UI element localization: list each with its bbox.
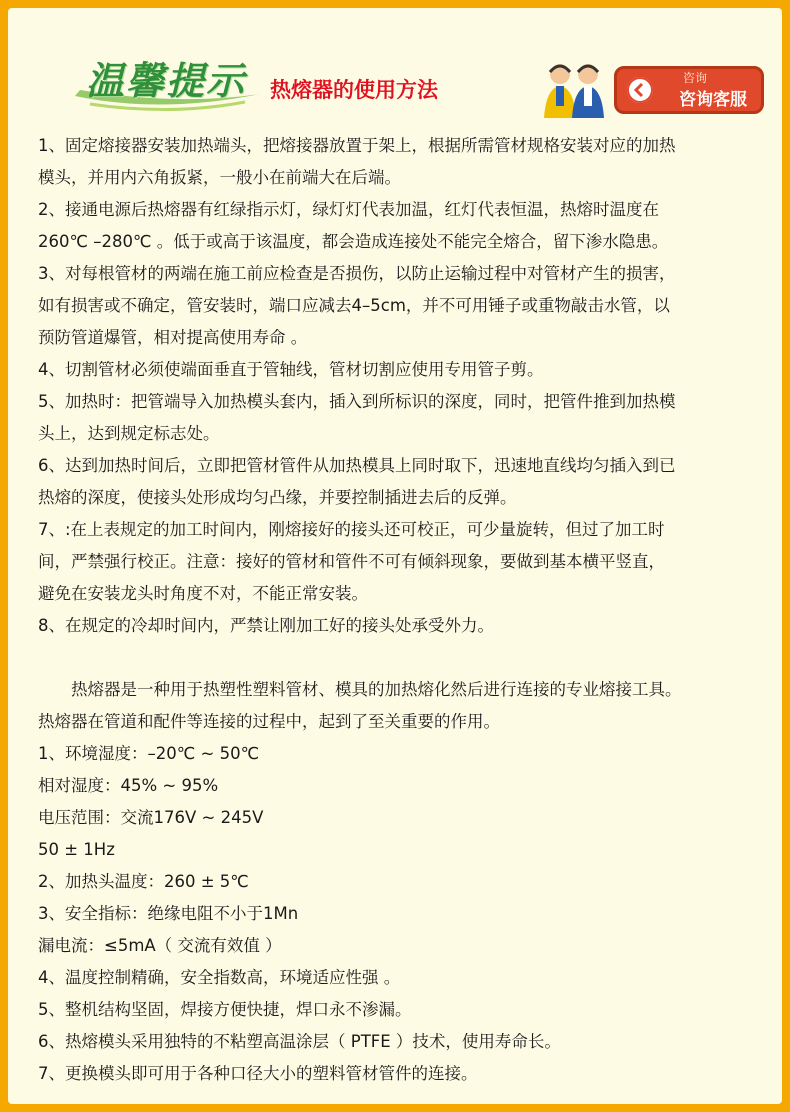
text-line: 模头，并用内六角扳紧，一般小在前端大在后端。 [38,168,401,187]
customer-service-agents-icon [536,58,612,118]
logo-text: 温馨提示 [86,58,247,103]
page-title: 热熔器的使用方法 [270,78,438,102]
text-line: 4、温度控制精确，安全指数高，环境适应性强 。 [38,968,401,987]
text-line: 3、安全指标：绝缘电阻不小于1Mn [38,904,299,923]
text-line: 热熔器是一种用于热塑性塑料管材、模具的加热熔化然后进行连接的专业熔接工具。 [38,680,682,699]
text-line: 50 ± 1Hz [38,840,115,859]
text-line: 4、切割管材必须使端面垂直于管轴线，管材切割应使用专用管子剪。 [38,360,544,379]
consult-service-button[interactable] [614,66,764,114]
text-line: 头上，达到规定标志处。 [38,424,220,443]
text-line: 3、对每根管材的两端在施工前应检查是否损伤，以防止运输过程中对管材产生的损害， [38,264,676,283]
text-line: 8、在规定的冷却时间内，严禁让刚加工好的接头处承受外力。 [38,616,494,635]
text-line: 1、固定熔接器安装加热端头，把熔接器放置于架上，根据所需管材规格安装对应的加热 [38,136,676,155]
back-arrow-icon [627,77,653,103]
text-line: 热熔器在管道和配件等连接的过程中，起到了至关重要的作用。 [38,712,500,731]
text-line: 7、更换模头即可用于各种口径大小的塑料管材管件的连接。 [38,1064,478,1083]
text-line: 5、加热时：把管端导入加热模头套内，插入到所标识的深度，同时，把管件推到加热模 [38,392,676,411]
text-line: 相对湿度：45% ~ 95% [38,776,219,795]
text-line: 1、环境湿度：–20℃ ~ 50℃ [38,744,260,763]
text-line: 预防管道爆管，相对提高使用寿命 。 [38,328,308,347]
text-line: 5、整机结构坚固，焊接方便快捷，焊口永不渗漏。 [38,1000,412,1019]
text-line: 避免在安装龙头时角度不对，不能正常安装。 [38,584,368,603]
text-line: 260℃ –280℃ 。低于或高于该温度，都会造成连接处不能完全熔合，留下渗水隐患。 [38,232,669,251]
text-line: 2、加热头温度：260 ± 5℃ [38,872,249,891]
text-line: 2、接通电源后热熔器有红绿指示灯，绿灯灯代表加温，红灯代表恒温，热熔时温度在 [38,200,659,219]
text-line: 间，严禁强行校正。注意：接好的管材和管件不可有倾斜现象，要做到基本横平竖直， [38,552,665,571]
service-button-label: 咨询客服 [679,90,747,110]
text-line: 6、达到加热时间后，立即把管材管件从加热模具上同时取下，迅速地直线均匀插入到已 [38,456,676,475]
text-line: 热熔的深度，使接头处形成均匀凸缘，并要控制插进去后的反弹。 [38,488,517,507]
logo [70,44,270,114]
text-line: 6、热熔模头采用独特的不粘塑高温涂层（ PTFE ）技术，使用寿命长。 [38,1032,561,1051]
text-line: 电压范围：交流176V ~ 245V [38,808,264,827]
text-line: 如有损害或不确定，管安装时，端口应减去4–5cm，并不可用锤子或重物敲击水管，以 [38,296,670,315]
text-line: 漏电流：≤5mA（ 交流有效值 ） [38,936,282,955]
text-line: 7、:在上表规定的加工时间内，刚熔接好的接头还可校正，可少量旋转，但过了加工时 [38,520,665,539]
service-button-top-text: 咨询 [683,71,708,85]
